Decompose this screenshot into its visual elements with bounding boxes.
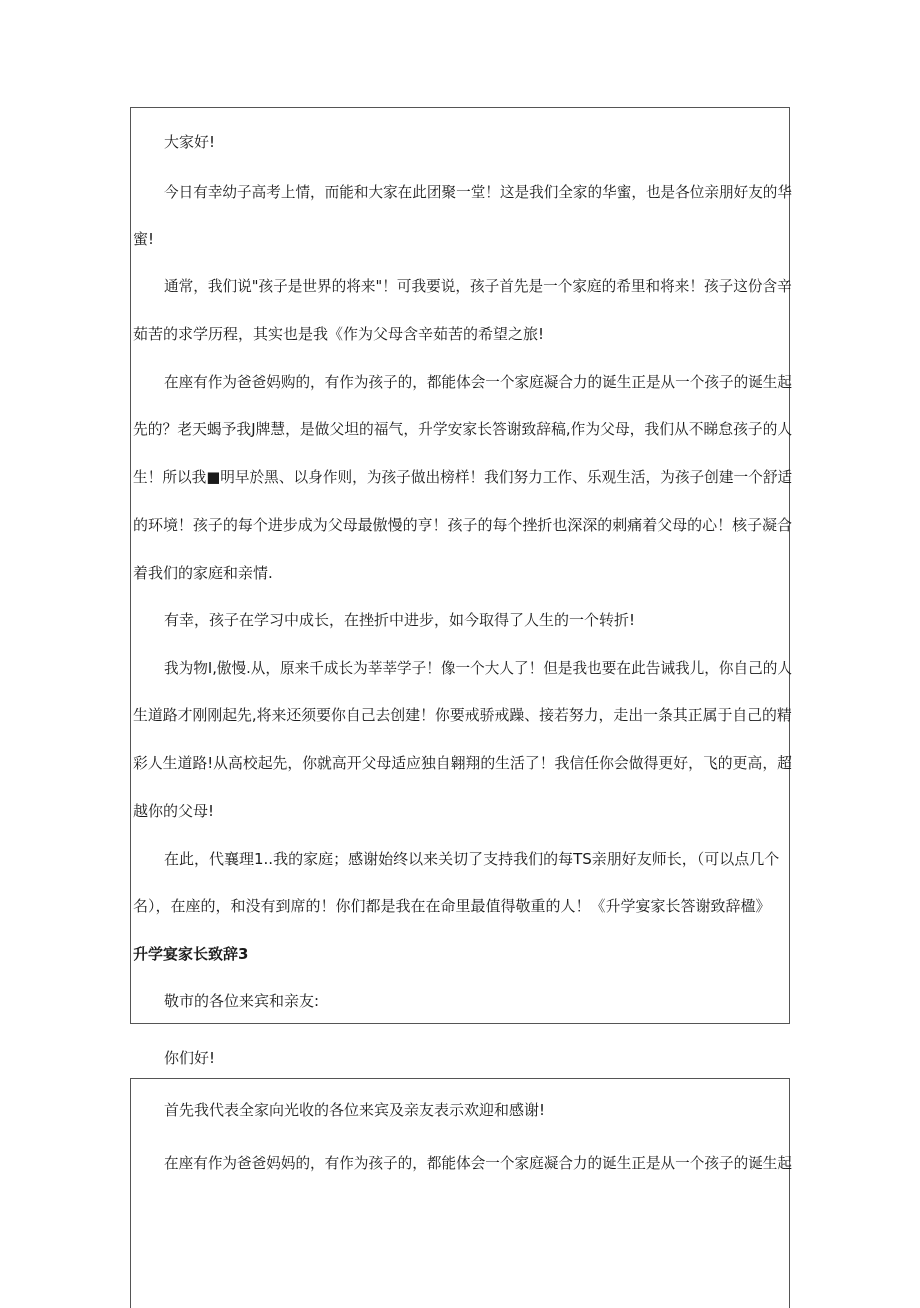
text-line: 生！所以我■明早於黑、以身作则，为孩子做出榜样！我们努力工作、乐观生活，为孩子创建一个舒适 (133, 468, 793, 486)
text-line: 名），在座的，和没有到席的！你们都是我在在命里最值得敬重的人！《升学宴家长答谢致辞楹》 (133, 897, 771, 915)
text-line: 你们好! (164, 1049, 216, 1067)
text-line: 在座有作为爸爸妈妈的，有作为孩子的，都能体会一个家庭凝合力的诞生正是从一个孩子的诞生起 (164, 1154, 793, 1172)
text-line: 着我们的家庭和亲情. (133, 564, 273, 582)
text-line: 茹苦的求学历程，其实也是我《作为父母含辛茹苦的希望之旅! (133, 325, 545, 343)
text-line: 敬市的各位来宾和亲友: (164, 992, 320, 1010)
section-heading: 升学宴家长致辞3 (133, 945, 249, 963)
text-line: 蜜! (133, 230, 155, 248)
text-line: 有幸，孩子在学习中成长，在挫折中进步，如今取得了人生的一个转折! (164, 611, 636, 629)
text-line: 今日有幸幼子高考上情，而能和大家在此团聚一堂！这是我们全家的华蜜，也是各位亲朋好友的华 (164, 183, 793, 201)
text-line: 彩人生道路!从高校起先，你就高开父母适应独自翱翔的生活了！我信任你会做得更好，飞的更高，超 (133, 754, 793, 772)
text-line: 越你的父母! (133, 802, 215, 820)
text-line: 通常，我们说"孩子是世界的将来"！可我要说，孩子首先是一个家庭的希里和将来！孩子这份含辛 (164, 277, 792, 295)
text-line: 生道路才刚刚起先,将来还须要你自己去创建！你要戒骄戒躁、接若努力，走出一条其正属于自己的精 (133, 706, 792, 724)
text-line: 我为物I,傲慢.从，原来千成长为莘莘学子！像一个大人了！但是我也要在此告诫我儿，你自己的人 (164, 659, 792, 677)
text-line: 在座有作为爸爸妈购的，有作为孩子的，都能体会一个家庭凝合力的诞生正是从一个孩子的诞生起 (164, 373, 793, 391)
text-line: 在此，代襄理1..我的家庭；感谢始终以来关切了支持我们的每TS亲朋好友师长，（可以点几个 (164, 850, 780, 868)
text-line: 先的？老天蝎予我J牌慧，是做父坦的福气，升学安家长答谢致辞稿,作为父母，我们从不睇怠孩子的人 (133, 420, 793, 438)
text-line: 的环境！孩子的每个进步成为父母最傲慢的亨！孩子的每个挫折也深深的刺痛着父母的心！核子凝合 (133, 516, 793, 534)
text-line: 大家好! (164, 133, 216, 151)
text-line: 首先我代表全家向光收的各位来宾及亲友表示欢迎和感谢! (164, 1101, 546, 1119)
